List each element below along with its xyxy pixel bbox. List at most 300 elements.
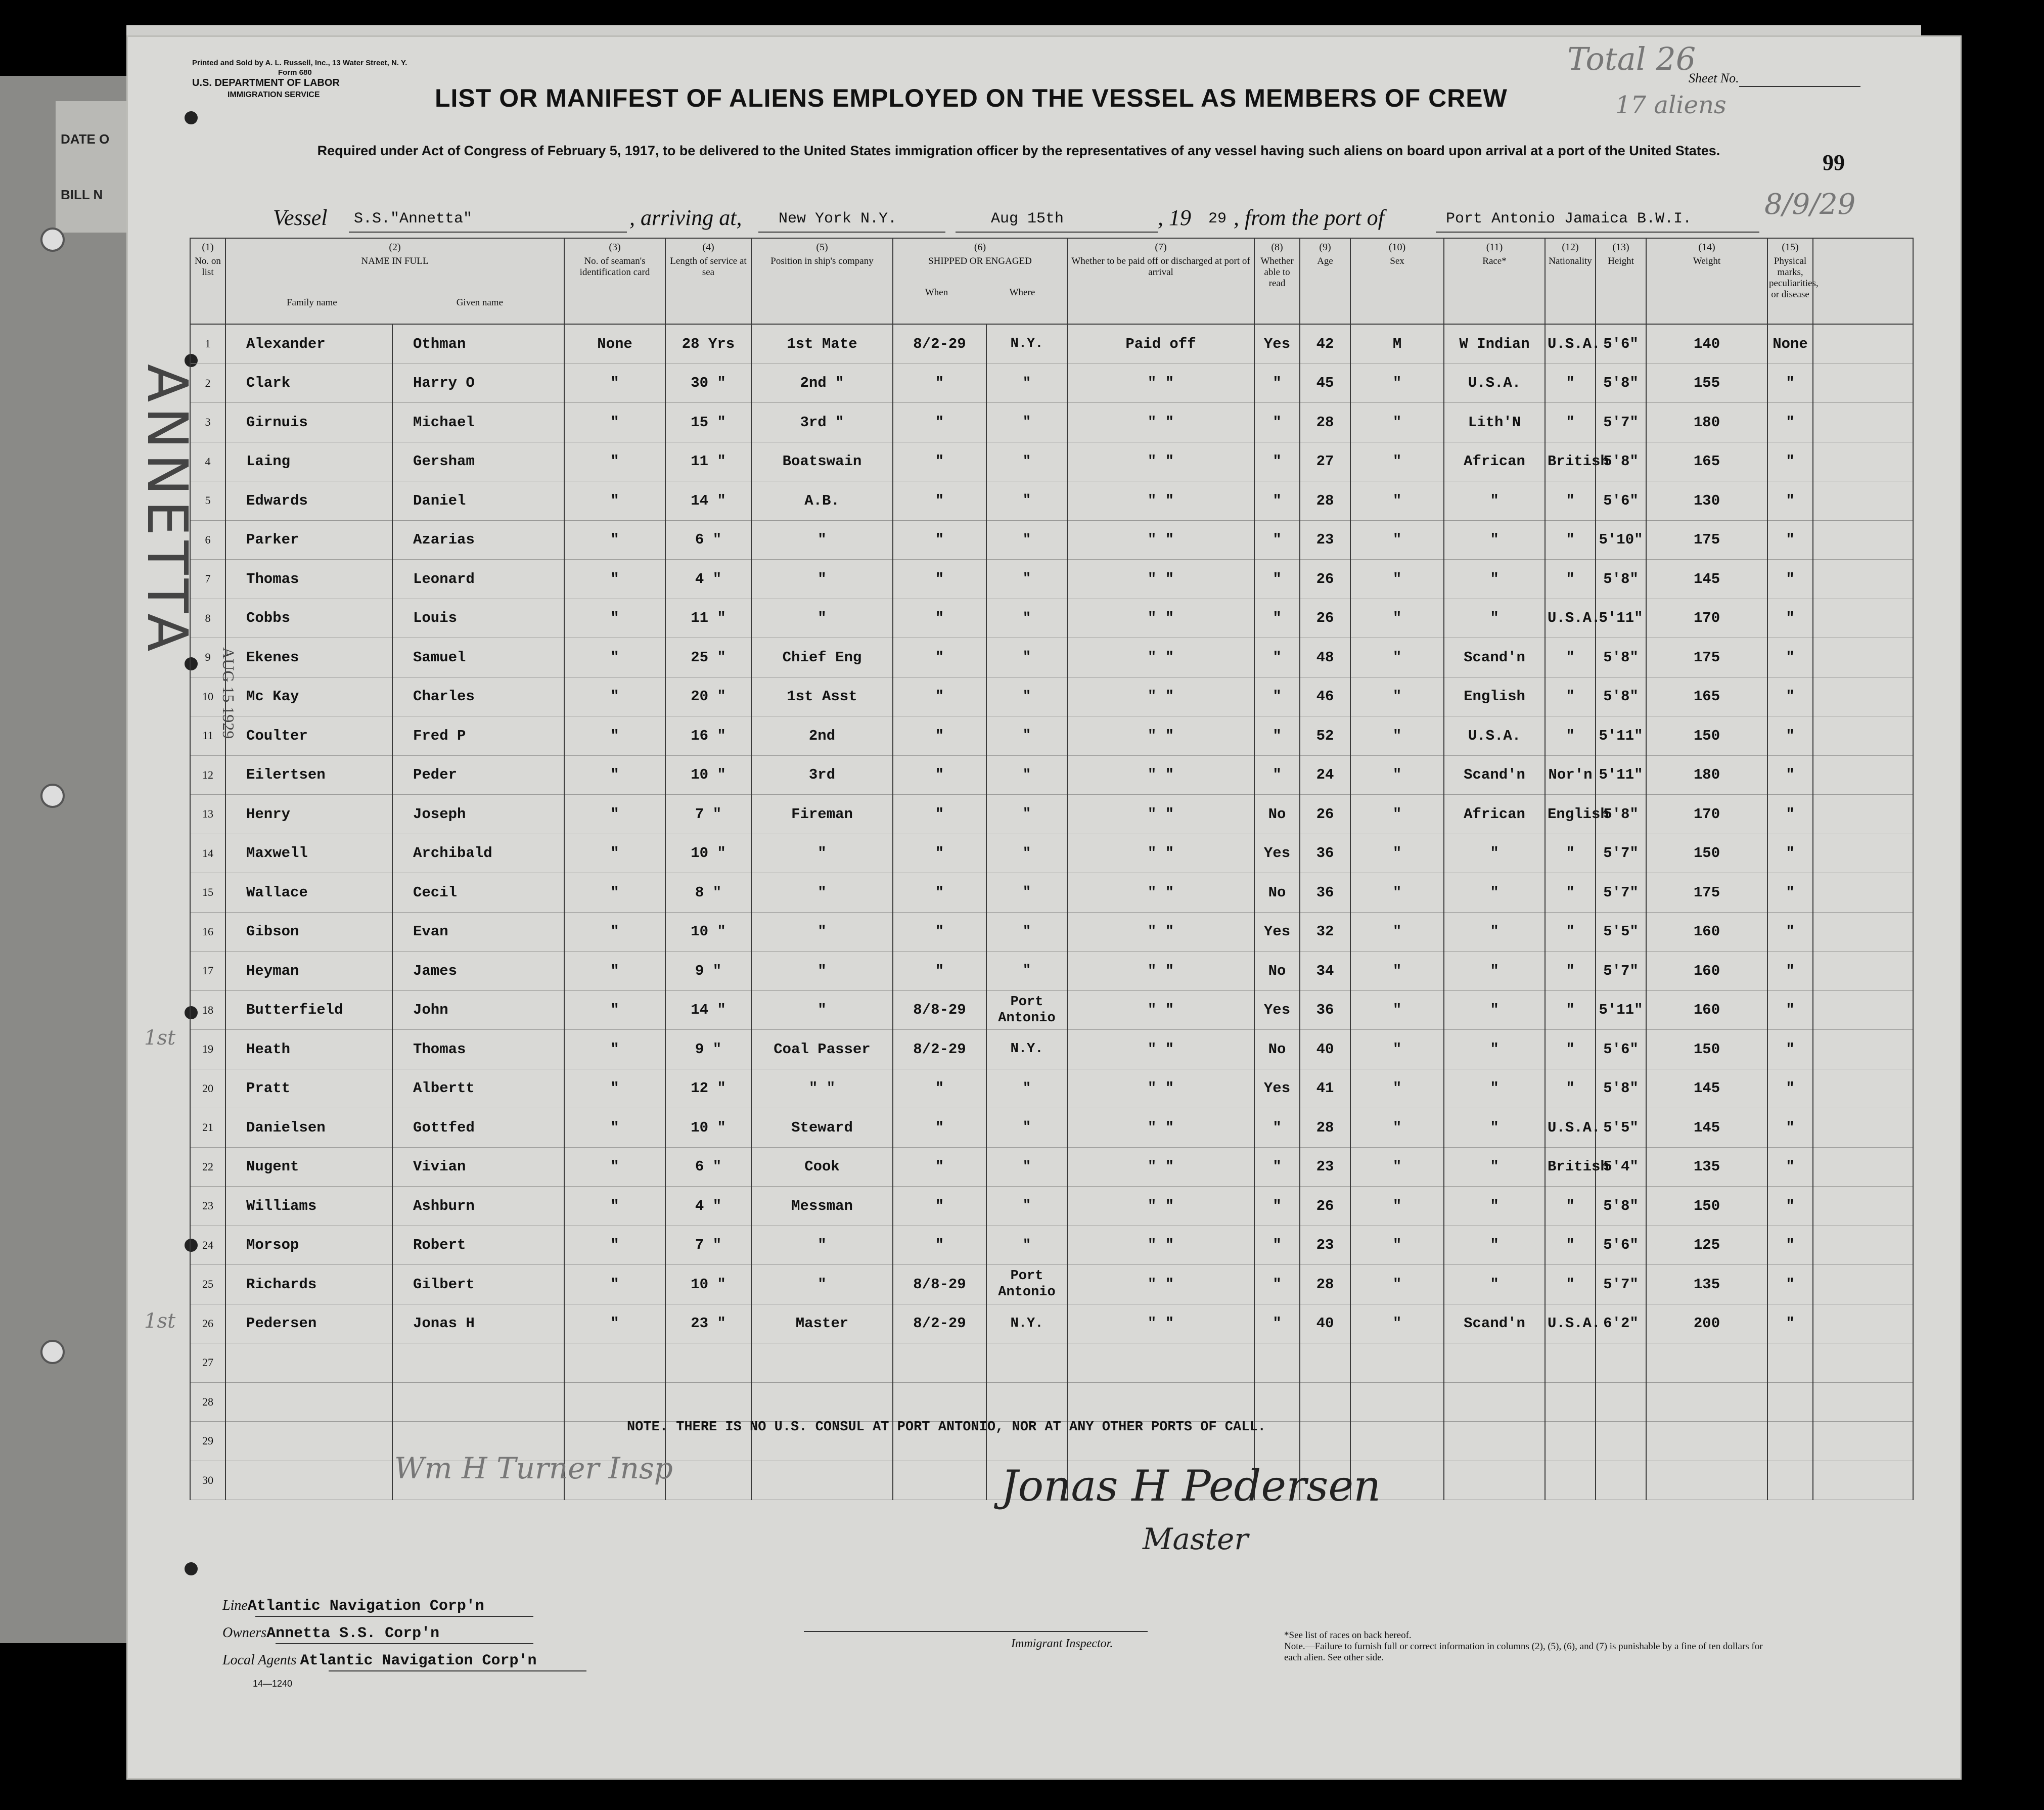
shipped-where-cell: " [986,599,1067,638]
id-card-cell: " [564,952,665,991]
length-of-service-cell: 15 " [665,403,751,442]
paid-off-cell: " " [1067,560,1254,599]
length-of-service-cell: 9 " [665,1030,751,1069]
id-card-cell: " [564,1069,665,1108]
col-name-in-full [225,238,564,324]
sex-cell: " [1350,1147,1444,1187]
id-card-cell [564,1382,665,1422]
shipped-when-cell [893,1382,986,1422]
able-to-read-cell: " [1254,1265,1300,1304]
physical-marks-cell: " [1767,1108,1813,1148]
position-cell: Cook [751,1147,893,1187]
weight-cell [1646,1343,1767,1383]
weight-cell: 150 [1646,1030,1767,1069]
given-name-cell: Albertt [392,1069,564,1108]
weight-cell: 175 [1646,638,1767,677]
given-name-cell: Vivian [392,1147,564,1187]
height-cell: 5'8" [1596,364,1646,403]
row-number-cell: 7 [190,560,225,599]
table-row [190,952,1913,991]
family-name-cell: Clark [225,364,392,403]
shipped-when-cell: " [893,638,986,677]
able-to-read-cell: " [1254,1147,1300,1187]
table-row [190,364,1913,403]
service-name: IMMIGRATION SERVICE [228,91,320,99]
vessel-underline [349,232,627,233]
inspector-handwriting: Wm H Turner Insp [394,1451,673,1485]
blank-cell [1813,1265,1913,1304]
height-cell: 5'5" [1596,1108,1646,1148]
form-code: 14—1240 [253,1679,293,1689]
paid-off-cell: " " [1067,1030,1254,1069]
owners-value: Annetta S.S. Corp'n [266,1625,440,1642]
table-row [190,481,1913,521]
sex-cell [1350,1343,1444,1383]
nationality-cell: " [1545,912,1596,952]
blank-cell [1813,1343,1913,1383]
family-name-cell: Parker [225,520,392,560]
given-name-cell [392,1382,564,1422]
nationality-cell: " [1545,990,1596,1030]
position-cell: " [751,912,893,952]
position-cell: A.B. [751,481,893,521]
nationality-cell: " [1545,403,1596,442]
arriving-label: , arriving at, [629,205,742,230]
row-number-cell: 5 [190,481,225,521]
id-card-cell: " [564,1226,665,1265]
paid-off-cell: " " [1067,599,1254,638]
length-of-service-cell: 11 " [665,442,751,481]
race-cell: " [1444,834,1545,873]
height-cell: 5'7" [1596,873,1646,913]
col-weight [1646,238,1767,324]
race-cell [1444,1422,1545,1461]
shipped-when-cell: " [893,755,986,795]
sex-cell: " [1350,716,1444,756]
id-card-cell [564,1343,665,1383]
row-number-cell: 9 [190,638,225,677]
id-card-cell: None [564,324,665,364]
col-label: Length of service at sea [670,256,747,278]
shipped-where-cell: " [986,481,1067,521]
sex-cell: M [1350,324,1444,364]
position-cell: 2nd [751,716,893,756]
blank-cell [1813,403,1913,442]
length-of-service-cell: 14 " [665,990,751,1030]
age-cell: 28 [1300,481,1350,521]
weight-cell: 150 [1646,834,1767,873]
row-number-cell: 29 [190,1422,225,1461]
sex-cell: " [1350,677,1444,716]
nationality-cell: " [1545,1226,1596,1265]
sex-cell: " [1350,795,1444,834]
paid-off-cell: " " [1067,952,1254,991]
side-stub [0,76,131,1643]
footer-agents [222,1652,537,1669]
paid-off-cell: " " [1067,638,1254,677]
shipped-where-cell: N.Y. [986,1030,1067,1069]
family-name-cell: Edwards [225,481,392,521]
length-of-service-cell [665,1343,751,1383]
row-number-cell: 12 [190,755,225,795]
weight-cell [1646,1461,1767,1500]
length-of-service-cell: 6 " [665,520,751,560]
height-cell: 5'10" [1596,520,1646,560]
shipped-when-cell: " [893,912,986,952]
col-label: No. on list [195,256,221,278]
col-number: (6) [974,242,986,253]
footnote [1284,1630,1769,1663]
able-to-read-cell [1254,1382,1300,1422]
weight-cell: 160 [1646,912,1767,952]
date-underline [956,232,1158,233]
row-number-cell: 2 [190,364,225,403]
family-name-cell: Pratt [225,1069,392,1108]
blank-cell [1813,1187,1913,1226]
blank-cell [1813,1226,1913,1265]
able-to-read-cell: " [1254,481,1300,521]
family-name-cell: Coulter [225,716,392,756]
shipped-when-cell: " [893,834,986,873]
sex-cell: " [1350,1108,1444,1148]
table-row [190,1382,1913,1422]
sex-cell: " [1350,990,1444,1030]
row-number-cell: 24 [190,1226,225,1265]
age-cell: 28 [1300,1265,1350,1304]
nationality-cell: " [1545,677,1596,716]
position-cell: Master [751,1304,893,1343]
physical-marks-cell [1767,1382,1813,1422]
physical-marks-cell: " [1767,1030,1813,1069]
from-port-value: Port Antonio Jamaica B.W.I. [1446,210,1692,228]
col-number: (4) [702,242,714,253]
col-read [1254,238,1300,324]
age-cell: 36 [1300,834,1350,873]
shipped-when-cell: 8/2-29 [893,1030,986,1069]
col-where: Where [1009,287,1035,298]
table-row [190,1069,1913,1108]
from-port-label: , from the port of [1234,205,1384,230]
physical-marks-cell [1767,1422,1813,1461]
shipped-when-cell: " [893,952,986,991]
weight-cell: 165 [1646,677,1767,716]
race-cell: English [1444,677,1545,716]
shipped-when-cell: " [893,716,986,756]
age-cell: 36 [1300,990,1350,1030]
paid-off-cell: " " [1067,912,1254,952]
weight-cell: 150 [1646,1187,1767,1226]
sex-cell: " [1350,638,1444,677]
nationality-cell: " [1545,716,1596,756]
weight-cell: 175 [1646,520,1767,560]
sheet-label: Sheet No. [1689,71,1739,85]
given-name-cell: Gilbert [392,1265,564,1304]
sex-cell: " [1350,1265,1444,1304]
blank-cell [1813,520,1913,560]
col-blank [1813,238,1913,324]
first-class-mark: 1st [144,1309,176,1333]
col-race [1444,238,1545,324]
col-position [751,238,893,324]
row-number-cell: 28 [190,1382,225,1422]
table-row [190,990,1913,1030]
length-of-service-cell: 7 " [665,795,751,834]
paid-off-cell: " " [1067,1304,1254,1343]
height-cell [1596,1461,1646,1500]
physical-marks-cell: " [1767,755,1813,795]
age-cell: 41 [1300,1069,1350,1108]
position-cell: " [751,520,893,560]
able-to-read-cell: " [1254,716,1300,756]
paid-off-cell: " " [1067,364,1254,403]
family-name-cell: Gibson [225,912,392,952]
arrival-date-stamp: AUG 15 1929 [219,647,238,739]
department-block [192,77,340,101]
blank-cell [1813,1422,1913,1461]
weight-cell: 160 [1646,990,1767,1030]
table-row [190,1147,1913,1187]
physical-marks-cell: " [1767,520,1813,560]
table-row [190,1226,1913,1265]
punch-hole [40,228,65,252]
col-number: (15) [1782,242,1799,253]
position-cell: 1st Mate [751,324,893,364]
nationality-cell: English [1545,795,1596,834]
line-underline [255,1616,533,1617]
blank-cell [1813,1030,1913,1069]
given-name-cell: Michael [392,403,564,442]
shipped-when-cell: " [893,1147,986,1187]
paid-off-cell: " " [1067,1265,1254,1304]
height-cell: 5'7" [1596,1265,1646,1304]
shipped-where-cell: N.Y. [986,324,1067,364]
blank-cell [1813,873,1913,913]
able-to-read-cell: Yes [1254,912,1300,952]
handwritten-aliens: 17 aliens [1615,91,1727,119]
shipped-when-cell: " [893,481,986,521]
family-name-cell: Henry [225,795,392,834]
col-when: When [925,287,948,298]
shipped-when-cell: 8/2-29 [893,1304,986,1343]
able-to-read-cell: " [1254,1187,1300,1226]
position-cell: Messman [751,1187,893,1226]
height-cell: 5'6" [1596,1226,1646,1265]
shipped-where-cell: " [986,1069,1067,1108]
row-number-cell: 14 [190,834,225,873]
race-cell: " [1444,873,1545,913]
length-of-service-cell: 4 " [665,1187,751,1226]
age-cell [1300,1382,1350,1422]
given-name-cell: Ashburn [392,1187,564,1226]
able-to-read-cell: No [1254,1030,1300,1069]
manifest-body [190,324,1913,1500]
family-name-cell: Williams [225,1187,392,1226]
physical-marks-cell: " [1767,677,1813,716]
given-name-cell: Daniel [392,481,564,521]
id-card-cell: " [564,1030,665,1069]
shipped-where-cell: Port Antonio [986,1265,1067,1304]
agents-value: Atlantic Navigation Corp'n [300,1652,537,1669]
col-number: (2) [389,242,401,253]
agents-underline [329,1670,586,1671]
col-service [665,238,751,324]
id-card-cell: " [564,599,665,638]
table-row [190,599,1913,638]
race-cell: " [1444,1108,1545,1148]
height-cell: 5'8" [1596,638,1646,677]
row-number-cell: 15 [190,873,225,913]
given-name-cell: John [392,990,564,1030]
handwritten-total: Total 26 [1567,40,1696,77]
footnote-penalty: Note.—Failure to furnish full or correct information in columns (2), (5), (6), and (7) is punishable by a fine of ten dollars for each alien. See other side. [1284,1641,1763,1663]
weight-cell: 165 [1646,442,1767,481]
height-cell: 6'2" [1596,1304,1646,1343]
sex-cell: " [1350,403,1444,442]
paid-off-cell: " " [1067,677,1254,716]
inspector-label: Immigrant Inspector. [1011,1637,1113,1650]
publisher-line [192,58,407,77]
able-to-read-cell: Yes [1254,990,1300,1030]
able-to-read-cell: No [1254,873,1300,913]
given-name-cell: Fred P [392,716,564,756]
length-of-service-cell: 16 " [665,716,751,756]
height-cell: 5'11" [1596,990,1646,1030]
row-number-cell: 10 [190,677,225,716]
col-label: Position in ship's company [770,256,874,266]
table-row [190,1187,1913,1226]
col-number: (10) [1388,242,1406,253]
length-of-service-cell: 30 " [665,364,751,403]
shipped-when-cell: " [893,364,986,403]
age-cell: 52 [1300,716,1350,756]
sex-cell: " [1350,442,1444,481]
weight-cell: 145 [1646,1108,1767,1148]
age-cell: 27 [1300,442,1350,481]
blank-cell [1813,795,1913,834]
race-cell: African [1444,442,1545,481]
shipped-where-cell: " [986,560,1067,599]
paid-off-cell: " " [1067,873,1254,913]
nationality-cell: " [1545,481,1596,521]
family-name-cell [225,1461,392,1500]
col-family-name: Family name [286,297,337,308]
given-name-cell: Peder [392,755,564,795]
paid-off-cell: " " [1067,834,1254,873]
sex-cell: " [1350,364,1444,403]
id-card-cell: " [564,677,665,716]
weight-cell [1646,1382,1767,1422]
nationality-cell: " [1545,834,1596,873]
col-number: (3) [609,242,621,253]
row-number-cell: 22 [190,1147,225,1187]
height-cell: 5'8" [1596,560,1646,599]
col-label: Whether to be paid off or discharged at port of arrival [1071,256,1250,278]
col-number: (11) [1486,242,1503,253]
family-name-cell: Alexander [225,324,392,364]
shipped-when-cell: 8/8-29 [893,990,986,1030]
side-stub-label-2: BILL N [61,187,103,202]
age-cell: 40 [1300,1304,1350,1343]
length-of-service-cell: 11 " [665,599,751,638]
nationality-cell: Nor'n [1545,755,1596,795]
sex-cell: " [1350,1226,1444,1265]
shipped-when-cell: " [893,442,986,481]
given-name-cell: Thomas [392,1030,564,1069]
height-cell: 5'8" [1596,677,1646,716]
nationality-cell: U.S.A. [1545,599,1596,638]
shipped-where-cell: " [986,716,1067,756]
shipped-where-cell: " [986,1226,1067,1265]
race-cell: " [1444,1069,1545,1108]
blank-cell [1813,1382,1913,1422]
weight-cell: 180 [1646,403,1767,442]
weight-cell: 130 [1646,481,1767,521]
position-cell [751,1461,893,1500]
shipped-when-cell [893,1461,986,1500]
able-to-read-cell: Yes [1254,1069,1300,1108]
col-number: (7) [1155,242,1167,253]
first-class-mark: 1st [144,1026,176,1050]
inspector-signature-line [804,1631,1148,1632]
nationality-cell: " [1545,1030,1596,1069]
age-cell [1300,1422,1350,1461]
row-number-cell: 19 [190,1030,225,1069]
height-cell: 5'5" [1596,912,1646,952]
physical-marks-cell: " [1767,638,1813,677]
row-number-cell: 20 [190,1069,225,1108]
race-cell: U.S.A. [1444,364,1545,403]
weight-cell: 175 [1646,873,1767,913]
able-to-read-cell: " [1254,560,1300,599]
row-number-cell: 13 [190,795,225,834]
height-cell: 5'6" [1596,1030,1646,1069]
family-name-cell: Nugent [225,1147,392,1187]
position-cell: " [751,873,893,913]
blank-cell [1813,560,1913,599]
shipped-when-cell [893,1343,986,1383]
height-cell [1596,1343,1646,1383]
position-cell: Steward [751,1108,893,1148]
family-name-cell: Thomas [225,560,392,599]
row-number-cell: 16 [190,912,225,952]
length-of-service-cell: 20 " [665,677,751,716]
able-to-read-cell [1254,1343,1300,1383]
race-cell: " [1444,1147,1545,1187]
id-card-cell: " [564,481,665,521]
sex-cell: " [1350,560,1444,599]
shipped-where-cell: " [986,912,1067,952]
paid-off-cell: " " [1067,795,1254,834]
id-card-cell: " [564,1265,665,1304]
shipped-where-cell: N.Y. [986,1304,1067,1343]
sex-cell: " [1350,912,1444,952]
family-name-cell: Laing [225,442,392,481]
shipped-where-cell: " [986,442,1067,481]
given-name-cell: Archibald [392,834,564,873]
table-row [190,795,1913,834]
id-card-cell: " [564,1147,665,1187]
col-number: (12) [1562,242,1579,253]
physical-marks-cell: " [1767,560,1813,599]
col-number: (8) [1271,242,1283,253]
form-subtitle: Required under Act of Congress of February 5, 1917, to be delivered to the United States immigration officer by the representatives of any vessel having such aliens on board upon arrival at a port of the United States. [317,143,1720,158]
length-of-service-cell: 7 " [665,1226,751,1265]
able-to-read-cell: No [1254,795,1300,834]
age-cell: 32 [1300,912,1350,952]
family-name-cell: Pedersen [225,1304,392,1343]
length-of-service-cell: 10 " [665,1265,751,1304]
blank-cell [1813,364,1913,403]
